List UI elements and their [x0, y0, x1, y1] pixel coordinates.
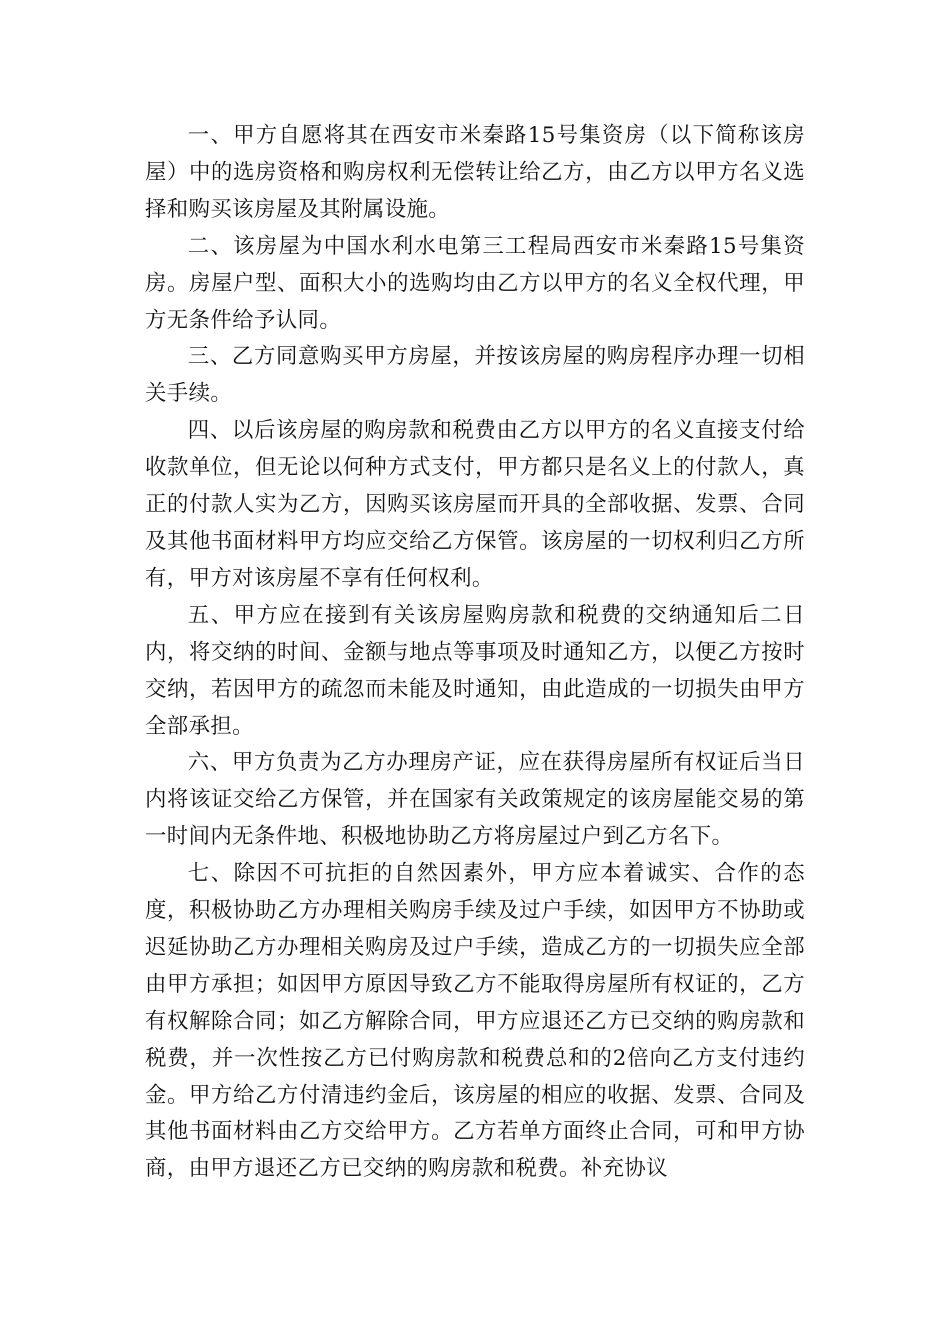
clause-7-paragraph: 七、除因不可抗拒的自然因素外，甲方应本着诚实、合作的态度，积极协助乙方办理相关购房手续及过户手续，如因甲方不协助或迟延协助乙方办理相关购房及过户手续，造成乙方的一切损失应全部由甲方承担；如因甲方原因导致乙方不能取得房屋所有权证的，乙方有权解除合同；如乙方解除合同，甲方应退还乙方已交纳的购房款和税费，并一次性按乙方已付购房款和税费总和的2倍向乙方支付违约金。甲方给乙方付清违约金后，该房屋的相应的收据、发票、合同及其他书面材料由乙方交给甲方。乙方若单方面终止合同，可和甲方协商，由甲方退还乙方已交纳的购房款和税费。补充协议 [145, 861, 805, 1182]
clause-6-paragraph: 六、甲方负责为乙方办理房产证，应在获得房屋所有权证后当日内将该证交给乙方保管，并在国家有关政策规定的该房屋能交易的第一时间内无条件地、积极地协助乙方将房屋过户到乙方名下。 [145, 750, 805, 850]
clause-2-paragraph: 二、该房屋为中国水利水电第三工程局西安市米秦路15号集资房。房屋户型、面积大小的选购均由乙方以甲方的名义全权代理，甲方无条件给予认同。 [145, 233, 805, 333]
clause-1-paragraph: 一、甲方自愿将其在西安市米秦路15号集资房（以下简称该房屋）中的选房资格和购房权利无偿转让给乙方，由乙方以甲方名义选择和购买该房屋及其附属设施。 [145, 123, 805, 222]
document-body [145, 118, 805, 1188]
clause-5-paragraph: 五、甲方应在接到有关该房屋购房款和税费的交纳通知后二日内，将交纳的时间、金额与地点等事项及时通知乙方，以便乙方按时交纳，若因甲方的疏忽而未能及时通知，由此造成的一切损失由甲方全部承担。 [145, 602, 805, 739]
clause-4-paragraph: 四、以后该房屋的购房款和税费由乙方以甲方的名义直接支付给收款单位，但无论以何种方式支付，甲方都只是名义上的付款人，真正的付款人实为乙方，因购买该房屋而开具的全部收据、发票、合同及其他书面材料甲方均应交给乙方保管。该房屋的一切权利归乙方所有，甲方对该房屋不享有任何权利。 [145, 418, 805, 591]
clause-3-paragraph: 三、乙方同意购买甲方房屋，并按该房屋的购房程序办理一切相关手续。 [145, 344, 805, 407]
